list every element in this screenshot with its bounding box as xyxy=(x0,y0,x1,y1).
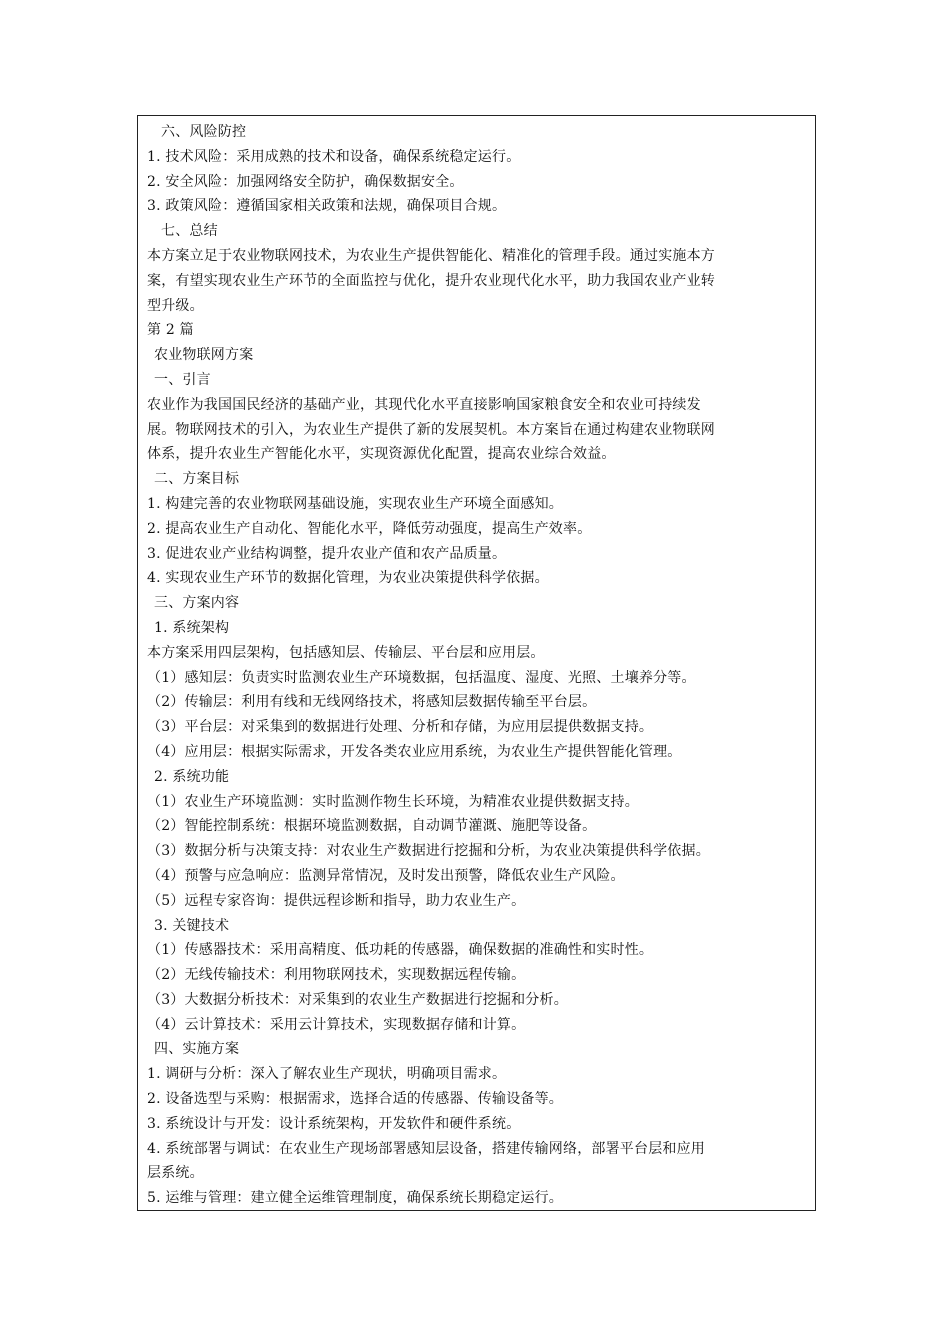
paragraph-line: 案，有望实现农业生产环节的全面监控与优化，提升农业现代化水平，助力我国农业产业转 xyxy=(147,272,715,289)
list-item: （2）传输层：利用有线和无线网络技术，将感知层数据传输至平台层。 xyxy=(147,694,597,711)
list-item: （1）感知层：负责实时监测农业生产环境数据，包括温度、湿度、光照、土壤养分等。 xyxy=(147,669,696,686)
section-heading: 一、引言 xyxy=(154,371,211,388)
section-heading: 六、风险防控 xyxy=(161,124,247,140)
section-heading: 三、方案内容 xyxy=(154,595,240,612)
list-item: （1）农业生产环境监测：实时监测作物生长环境，为精准农业提供数据支持。 xyxy=(147,793,639,810)
list-item: 5. 运维与管理：建立健全运维管理制度，确保系统长期稳定运行。 xyxy=(147,1190,564,1207)
paragraph-line: 型升级。 xyxy=(147,297,204,314)
list-item: 1. 构建完善的农业物联网基础设施，实现农业生产环境全面感知。 xyxy=(147,495,564,512)
list-item: （5）远程专家咨询：提供远程诊断和指导，助力农业生产。 xyxy=(147,892,526,909)
list-item: （1）传感器技术：采用高精度、低功耗的传感器，确保数据的准确性和实时性。 xyxy=(147,942,654,959)
section-heading: 二、方案目标 xyxy=(154,471,240,488)
section-heading: 四、实施方案 xyxy=(154,1041,240,1058)
list-item: （2）无线传输技术：利用物联网技术，实现数据远程传输。 xyxy=(147,967,526,984)
subsection-heading: 1. 系统架构 xyxy=(154,619,230,636)
list-item: 3. 促进农业产业结构调整，提升农业产值和农产品质量。 xyxy=(147,545,507,562)
section-heading: 七、总结 xyxy=(161,223,218,240)
list-item: （3）数据分析与决策支持：对农业生产数据进行挖掘和分析，为农业决策提供科学依据。 xyxy=(147,843,710,860)
paragraph-line: 2. 安全风险：加强网络安全防护，确保数据安全。 xyxy=(147,173,464,190)
list-item: 2. 提高农业生产自动化、智能化水平，降低劳动强度，提高生产效率。 xyxy=(147,520,592,537)
list-item: 层系统。 xyxy=(147,1165,204,1182)
paragraph-line: 展。物联网技术的引入，为农业生产提供了新的发展契机。本方案旨在通过构建农业物联网 xyxy=(147,421,715,438)
list-item: 4. 系统部署与调试：在农业生产现场部署感知层设备，搭建传输网络，部署平台层和应用 xyxy=(147,1140,706,1157)
subsection-heading: 2. 系统功能 xyxy=(154,768,230,785)
paragraph-line: 本方案立足于农业物联网技术，为农业生产提供智能化、精准化的管理手段。通过实施本方 xyxy=(147,247,715,264)
part-heading: 第 2 篇 xyxy=(147,322,194,339)
list-item: （4）云计算技术：采用云计算技术，实现数据存储和计算。 xyxy=(147,1016,526,1033)
document-box xyxy=(137,115,816,1211)
list-item: （2）智能控制系统：根据环境监测数据，自动调节灌溉、施肥等设备。 xyxy=(147,818,597,835)
subsection-heading: 3. 关键技术 xyxy=(154,917,230,934)
list-item: 1. 调研与分析：深入了解农业生产现状，明确项目需求。 xyxy=(147,1066,507,1083)
paragraph-line: 农业作为我国国民经济的基础产业，其现代化水平直接影响国家粮食安全和农业可持续发 xyxy=(147,396,701,413)
document-title: 农业物联网方案 xyxy=(154,347,254,364)
list-item: 4. 实现农业生产环节的数据化管理，为农业决策提供科学依据。 xyxy=(147,570,549,587)
list-item: （4）应用层：根据实际需求，开发各类农业应用系统，为农业生产提供智能化管理。 xyxy=(147,743,682,760)
paragraph-line: 3. 政策风险：遵循国家相关政策和法规，确保项目合规。 xyxy=(147,198,507,215)
list-item: （3）平台层：对采集到的数据进行处理、分析和存储，为应用层提供数据支持。 xyxy=(147,719,654,736)
paragraph-line: 本方案采用四层架构，包括感知层、传输层、平台层和应用层。 xyxy=(147,644,545,661)
paragraph-line: 体系，提升农业生产智能化水平，实现资源优化配置，提高农业综合效益。 xyxy=(147,446,616,463)
list-item: 2. 设备选型与采购：根据需求，选择合适的传感器、传输设备等。 xyxy=(147,1091,564,1108)
list-item: （3）大数据分析技术：对采集到的农业生产数据进行挖掘和分析。 xyxy=(147,991,568,1008)
list-item: （4）预警与应急响应：监测异常情况，及时发出预警，降低农业生产风险。 xyxy=(147,867,625,884)
paragraph-line: 1. 技术风险：采用成熟的技术和设备，确保系统稳定运行。 xyxy=(147,148,521,165)
list-item: 3. 系统设计与开发：设计系统架构，开发软件和硬件系统。 xyxy=(147,1115,521,1132)
